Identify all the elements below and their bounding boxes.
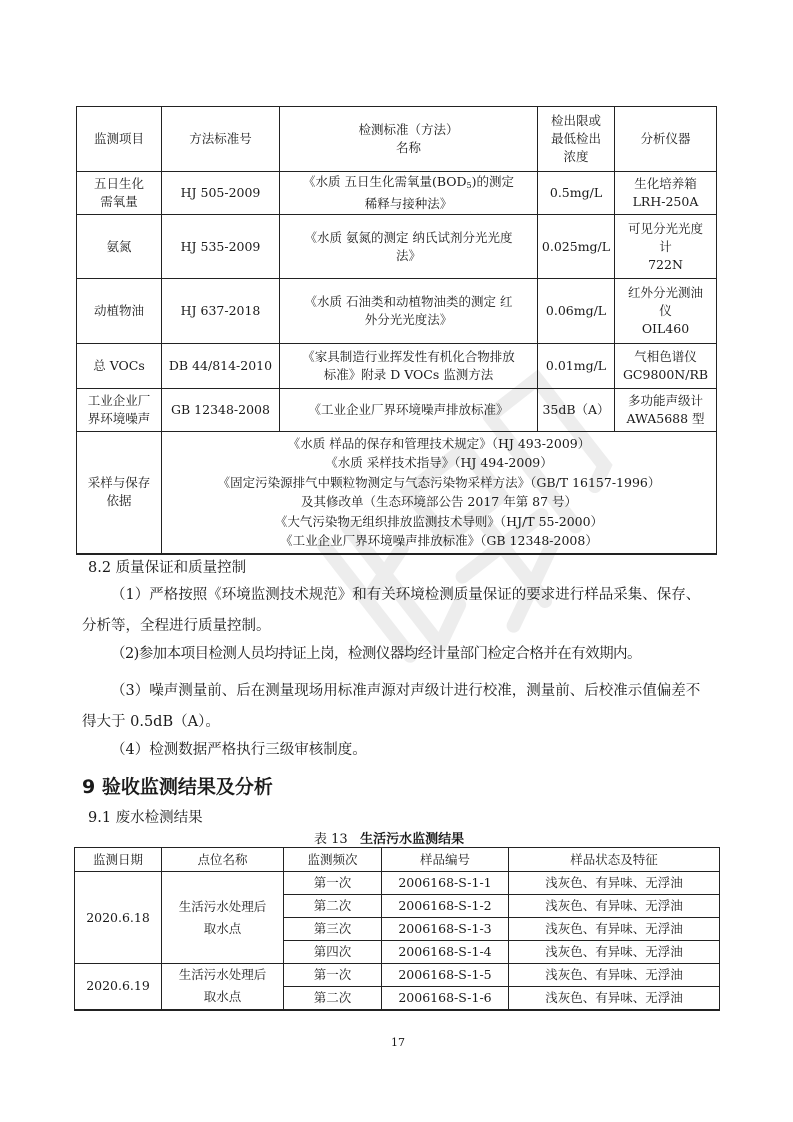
paragraph-4: （4）检测数据严格执行三级审核制度。 [111, 742, 367, 758]
header-cell: 监测项目 [77, 107, 162, 172]
basis-line: 《工业企业厂界环境噪声排放标准》（GB 12348-2008） [280, 533, 598, 549]
basis-line: 及其修改单（生态环境部公告 2017 年第 87 号） [300, 494, 578, 510]
header-cell: 分析仪器 [615, 107, 717, 172]
table-row [77, 389, 717, 432]
sample-id-cell: 2006168-S-1-4 [382, 941, 509, 964]
date-cell: 2020.6.18 [75, 872, 162, 964]
section-9-heading: 9 验收监测结果及分析 [82, 776, 273, 798]
method-cell: 《工业企业厂界环境噪声排放标准》 [280, 389, 538, 432]
freq-cell: 第三次 [284, 918, 382, 941]
std-no-cell: HJ 505-2009 [162, 172, 280, 215]
method-cell: 《水质 石油类和动植物油类的测定 红 外分光光度法》 [280, 279, 538, 344]
freq-cell: 第一次 [284, 964, 382, 987]
freq-cell: 第二次 [284, 987, 382, 1010]
basis-lines [162, 432, 717, 554]
limit-cell: 0.06mg/L [538, 279, 615, 344]
header-cell: 监测频次 [284, 848, 382, 872]
paragraph-3: （3）噪声测量前、后在测量现场用标准声源对声级计进行校准，测量前、后校准示值偏差不得大于 0.5dB（A）。 [82, 683, 701, 730]
state-cell: 浅灰色、有异味、无浮油 [509, 918, 720, 941]
table-row [75, 872, 720, 895]
table-title: 生活污水监测结果 [360, 832, 465, 847]
sample-id-cell: 2006168-S-1-6 [382, 987, 509, 1010]
state-cell: 浅灰色、有异味、无浮油 [509, 964, 720, 987]
basis-row [77, 432, 717, 554]
table-number: 表 13 [314, 832, 348, 847]
std-no-cell: GB 12348-2008 [162, 389, 280, 432]
table-caption [314, 828, 464, 847]
basis-line: 《水质 样品的保存和管理技术规定》（HJ 493-2009） [287, 435, 591, 451]
section-9-1-heading: 9.1 废水检测结果 [88, 810, 203, 826]
item-cell: 动植物油 [77, 279, 162, 344]
table-header-row [77, 107, 717, 172]
header-cell: 样品状态及特征 [509, 848, 720, 872]
header-cell: 检出限或 最低检出 浓度 [538, 107, 615, 172]
sample-id-cell: 2006168-S-1-3 [382, 918, 509, 941]
monitoring-methods-table [76, 106, 717, 555]
instrument-cell: 可见分光光度 计 722N [615, 215, 717, 279]
std-no-cell: HJ 637-2018 [162, 279, 280, 344]
header-cell: 方法标准号 [162, 107, 280, 172]
basis-line: 《固定污染源排气中颗粒物测定与气态污染物采样方法》（GB/T 16157-1996） [217, 474, 661, 490]
table-row [77, 215, 717, 279]
header-cell: 点位名称 [162, 848, 284, 872]
method-text: )的测定 稀释与接种法》 [364, 174, 515, 211]
instrument-cell: 生化培养箱 LRH-250A [615, 172, 717, 215]
item-cell: 总 VOCs [77, 344, 162, 389]
header-cell: 样品编号 [382, 848, 509, 872]
page-number: 17 [391, 1036, 405, 1049]
limit-cell: 0.01mg/L [538, 344, 615, 389]
site-cell: 生活污水处理后 取水点 [162, 872, 284, 964]
item-cell: 五日生化 需氧量 [77, 172, 162, 215]
table-row [77, 172, 717, 215]
item-cell: 氨氮 [77, 215, 162, 279]
state-cell: 浅灰色、有异味、无浮油 [509, 872, 720, 895]
freq-cell: 第四次 [284, 941, 382, 964]
table-row [77, 344, 717, 389]
basis-line: 《水质 采样技术指导》（HJ 494-2009） [325, 455, 553, 471]
instrument-cell: 多功能声级计 AWA5688 型 [615, 389, 717, 432]
section-8-2-heading: 8.2 质量保证和质量控制 [88, 560, 247, 576]
state-cell: 浅灰色、有异味、无浮油 [509, 941, 720, 964]
subscript: 5 [466, 181, 472, 190]
table-row [75, 964, 720, 987]
method-cell [280, 172, 538, 215]
table-header-row [75, 848, 720, 872]
limit-cell: 35dB（A） [538, 389, 615, 432]
freq-cell: 第一次 [284, 872, 382, 895]
site-cell: 生活污水处理后 取水点 [162, 964, 284, 1010]
freq-cell: 第二次 [284, 895, 382, 918]
wastewater-results-table [74, 847, 720, 1011]
limit-cell: 0.025mg/L [538, 215, 615, 279]
paragraph-1: （1）严格按照《环境监测技术规范》和有关环境检测质量保证的要求进行样品采集、保存、分析等，全程进行质量控制。 [82, 587, 701, 634]
std-no-cell: HJ 535-2009 [162, 215, 280, 279]
instrument-cell: 红外分光测油 仪 OIL460 [615, 279, 717, 344]
sample-id-cell: 2006168-S-1-1 [382, 872, 509, 895]
method-cell: 《水质 氨氮的测定 纳氏试剂分光光度 法》 [280, 215, 538, 279]
header-cell: 监测日期 [75, 848, 162, 872]
basis-line: 《大气污染物无组织排放监测技术导则》（HJ/T 55-2000） [274, 513, 604, 529]
limit-cell: 0.5mg/L [538, 172, 615, 215]
method-cell: 《家具制造行业挥发性有机化合物排放 标准》附录 D VOCs 监测方法 [280, 344, 538, 389]
basis-label: 采样与保存 依据 [77, 432, 162, 554]
state-cell: 浅灰色、有异味、无浮油 [509, 987, 720, 1010]
item-cell: 工业企业厂 界环境噪声 [77, 389, 162, 432]
header-cell: 检测标准（方法） 名称 [280, 107, 538, 172]
paragraph-2: （2)参加本项目检测人员均持证上岗，检测仪器均经计量部门检定合格并在有效期内。 [111, 646, 641, 662]
date-cell: 2020.6.19 [75, 964, 162, 1010]
std-no-cell: DB 44/814-2010 [162, 344, 280, 389]
method-text: 《水质 五日生化需氧量(BOD [302, 174, 467, 189]
sample-id-cell: 2006168-S-1-5 [382, 964, 509, 987]
state-cell: 浅灰色、有异味、无浮油 [509, 895, 720, 918]
table-row [77, 279, 717, 344]
instrument-cell: 气相色谱仪 GC9800N/RB [615, 344, 717, 389]
sample-id-cell: 2006168-S-1-2 [382, 895, 509, 918]
